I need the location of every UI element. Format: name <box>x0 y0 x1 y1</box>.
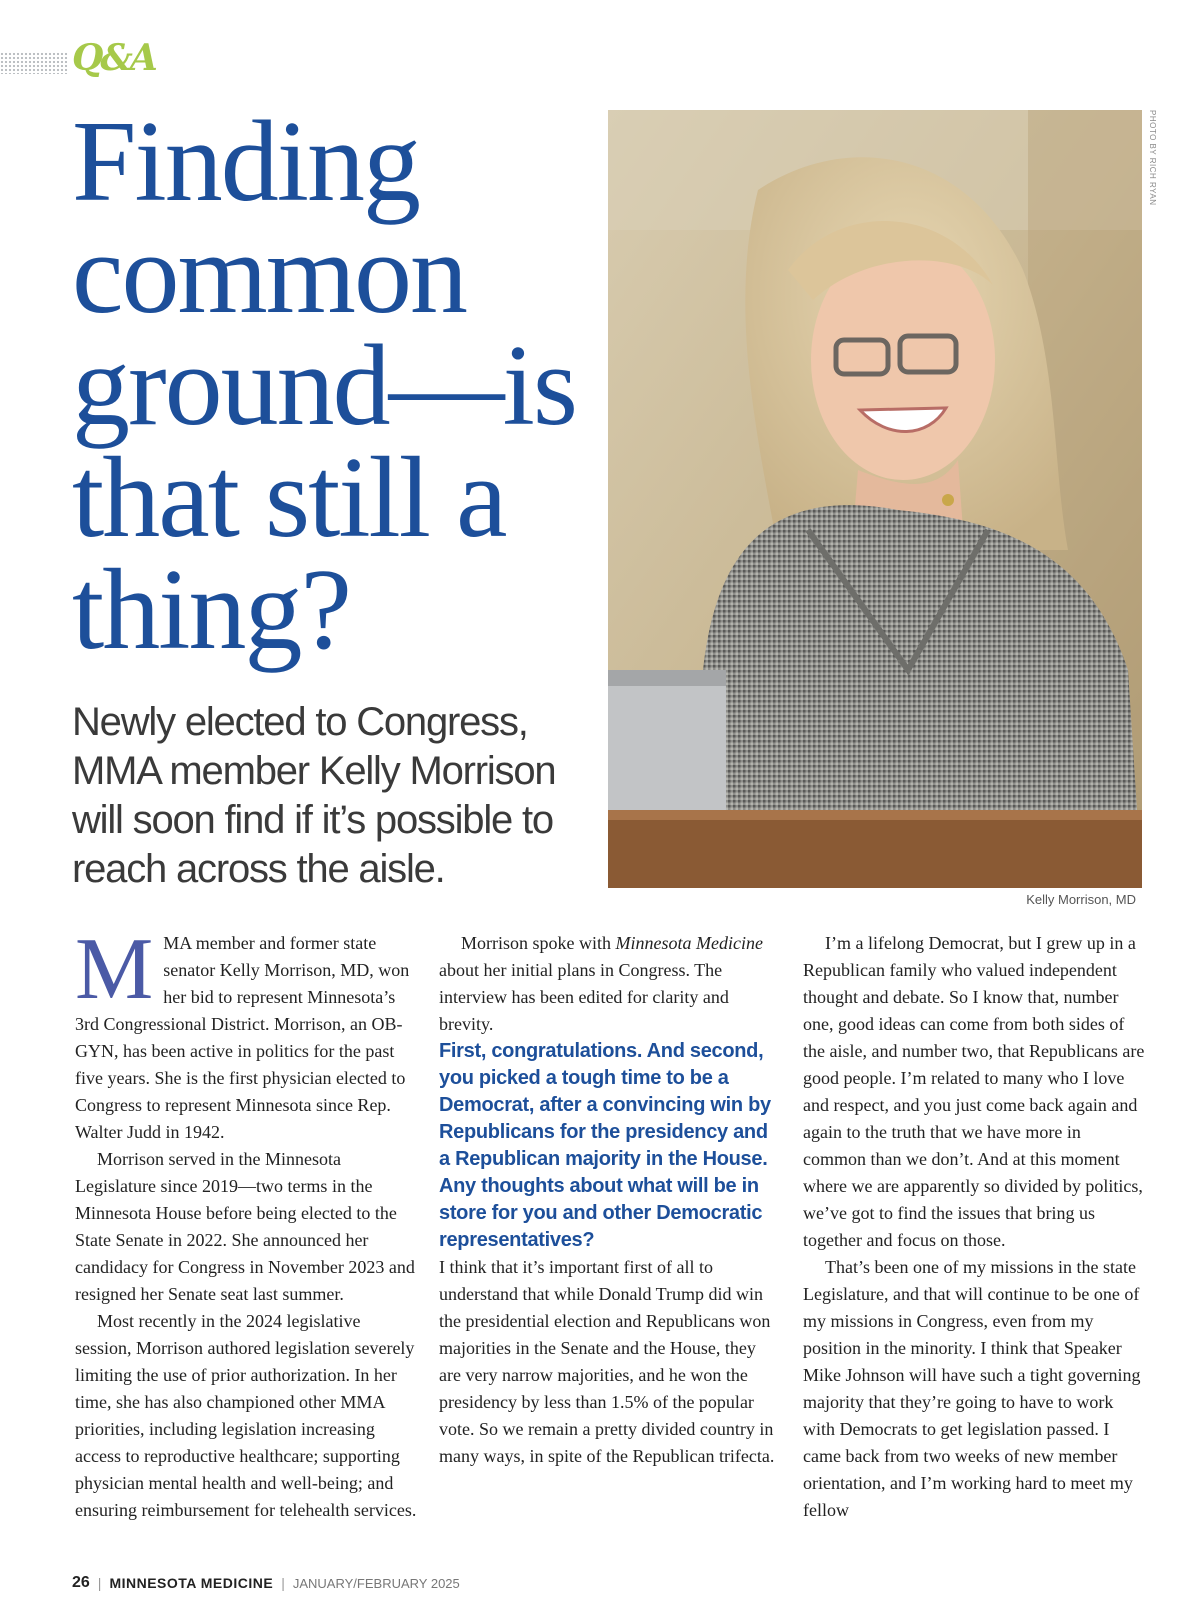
article-column-3 <box>803 930 1145 1524</box>
portrait-photo <box>608 110 1142 888</box>
footer-divider: | <box>97 1575 102 1591</box>
intro-text: Morrison spoke with <box>461 933 616 953</box>
dek-subtitle: Newly elected to Congress, MMA member Kelly Morrison will soon find if it’s possible to reach across the aisle. <box>72 700 556 891</box>
section-tag: Q&A <box>72 37 155 79</box>
article-paragraph: I’m a lifelong Democrat, but I grew up in a Republican family who valued independent thought and debate. So I know that, number one, good ideas can come from both sides of the aisle, and number two, that Republicans are good people. I’m related to many who I love and respect, and you just come back again and again to the truth that we have more in common than we don’t. And at this moment where we are apparently so divided by politics, we’ve got to find the issues that bring us together and focus on those. <box>803 933 1145 1250</box>
decorative-dot-pattern <box>0 52 68 74</box>
article-paragraph: Most recently in the 2024 legislative session, Morrison authored legislation severely limiting the use of prior authorization. In her time, she has also championed other MMA priorities, including legislation increasing access to reproductive healthcare; supporting physician mental health and well-being; and ensuring reimbursement for telehealth services. <box>75 1311 417 1520</box>
photo-caption: Kelly Morrison, MD <box>1026 892 1136 907</box>
drop-cap: M <box>75 921 154 1018</box>
publication-name: Minnesota Medicine <box>615 933 763 953</box>
issue-date: JANUARY/FEBRUARY 2025 <box>292 1575 460 1591</box>
article-paragraph: Morrison served in the Minnesota Legislature since 2019—two terms in the Minnesota House before being elected to the State Senate in 2022. She announced her candidacy for Congress in November 2023 and resigned her Senate seat last summer. <box>75 1149 415 1304</box>
interview-question: First, congratulations. And second, you picked a tough time to be a Democrat, after a convincing win by Republicans for the presidency and a Republican majority in the House. Any thoughts about what will be in store for you and other Democratic representatives? <box>439 1040 771 1251</box>
article-intro <box>439 930 781 1038</box>
headline: Finding common ground—is that still a thing? <box>72 98 576 674</box>
page-footer <box>72 1574 460 1592</box>
article-paragraph: That’s been one of my missions in the state Legislature, and that will continue to be one of my missions in Congress, even from my position in the minority. I think that Speaker Mike Johnson will have such a tight governing majority that they’re going to have to work with Democrats to get legislation passed. I came back from two weeks of new member orientation, and I’m working hard to meet my fellow <box>803 1257 1141 1520</box>
interview-answer: I think that it’s important first of all to understand that while Donald Trump did win the presidential election and Republicans won majorities in the Senate and the House, they are very narrow majorities, and he won the presidency by less than 1.5% of the popular vote. So we remain a pretty divided country in many ways, in spite of the Republican trifecta. <box>439 1257 775 1466</box>
page-number: 26 <box>72 1574 90 1591</box>
article-column-1 <box>75 921 417 1524</box>
photo-credit: PHOTO BY RICH RYAN <box>1148 110 1157 206</box>
publication-title: MINNESOTA MEDICINE <box>109 1575 274 1591</box>
article-column-2 <box>439 930 781 1470</box>
footer-divider: | <box>281 1575 285 1591</box>
article-paragraph <box>75 921 417 1146</box>
article-paragraph-text: MA member and former state senator Kelly Morrison, MD, won her bid to represent Minnesota’s 3rd Congressional District. Morrison, an OB-GYN, has been active in politics for the past five years. She is the first physician elected to Congress to represent Minnesota since Rep. Walter Judd in 1942. <box>75 933 410 1142</box>
intro-text: about her initial plans in Congress. The interview has been edited for clarity and brevity. <box>439 960 729 1034</box>
